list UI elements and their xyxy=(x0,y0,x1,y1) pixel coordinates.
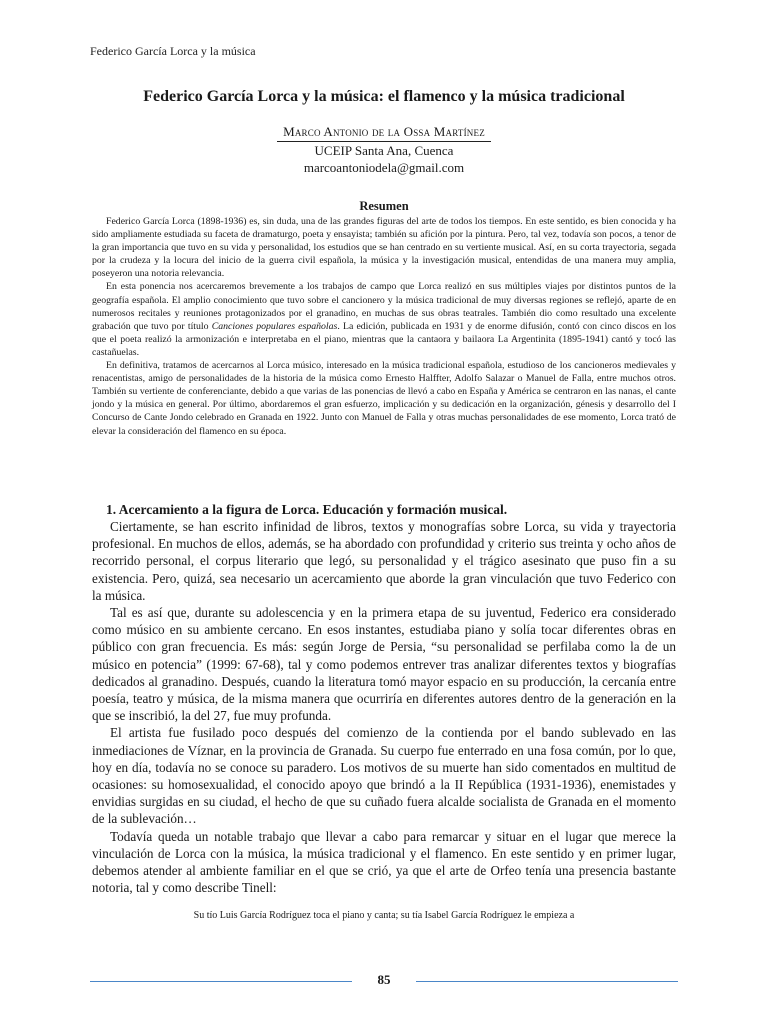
author-affiliation: UCEIP Santa Ana, Cuenca xyxy=(314,143,454,158)
section-body xyxy=(92,518,676,896)
abstract-paragraph-1: Federico García Lorca (1898-1936) es, sin duda, una de las grandes figuras del arte de todos los tiempos. En este sentido, es bien conocida y ha sido ampliamente estudiada su faceta de dramaturgo, poeta y ensayista; también su afición por la pintura. Pero, tal vez, todavía son pocos, a tenor de la gran importancia que tuvo en su vida y personalidad, los estudios que se han centrado en su vertiente musical. Así, en su corta trayectoria, segada por la crudeza y la locura del inicio de la guerra civil española, la música y la investigación musical, entendidas de una manera muy amplia, poseyeron una notoria relevancia. xyxy=(92,216,676,280)
abstract-body xyxy=(92,215,676,438)
author-name: Marco Antonio de la Ossa Martínez xyxy=(277,124,491,142)
author-email: marcoantoniodela@gmail.com xyxy=(303,160,465,175)
footer-rule-right xyxy=(416,981,678,982)
abstract-heading: Resumen xyxy=(359,199,409,213)
body-paragraph-1: Ciertamente, se han escrito infinidad de libros, textos y monografías sobre Lorca, su vida y trayectoria profesional. En muchos de ellos, además, se ha abordado con profundidad y criterio sus treinta y ocho años de recorrido personal, el corpus literario que legó, su personalidad y el trágico asesinato que puso fin a su existencia. Pero, quizá, sea necesario un acercamiento que aborde la gran vinculación que tuvo Federico con la música. xyxy=(92,519,676,603)
quote-start: Su tío Luis García Rodríguez toca el piano y canta; su tía Isabel García Rodríguez le empieza a xyxy=(193,910,575,921)
body-paragraph-4: Todavía queda un notable trabajo que llevar a cabo para remarcar y situar en el lugar que merece la vinculación de Lorca con la música, la música tradicional y el flamenco. En este sentido y en primer lugar, debemos atender al ambiente familiar en el que se crió, ya que el arte de Orfeo tenía una presencia bastante notoria, tal y como describe Tinell: xyxy=(92,828,676,896)
body-paragraph-2: Tal es así que, durante su adolescencia y en la primera etapa de su juventud, Federico era considerado como músico en su ambiente cercano. En esos instantes, estudiaba piano y solía tocar diferentes obras en público con gran frecuencia. Es más: según Jorge de Persia, “su personalidad se perfilaba como la de un músico en potencia” (1999: 67-68), tal y como podemos entrever tras analizar diferentes textos y biografías dedicados al granadino. Después, cuando la literatura tomó mayor espacio en su producción, la cercanía entre poesía, teatro y música, de la misma manera que ocurriría en diferentes autores dentro de la generación en la que se inscribió, la del 27, fue muy profunda. xyxy=(92,605,676,724)
body-paragraph-3: El artista fue fusilado poco después del comienzo de la contienda por el bando sublevado en las inmediaciones de Víznar, en la provincia de Granada. Su cuerpo fue enterrado en una fosa común, por lo que, hoy en día, todavía no se conoce su paradero. Los motivos de su muerte han sido comentados en multitud de ocasiones: su homosexualidad, el conocido apoyo que brindó a la II República (1931-1936), enemistades y envidias surgidas en su ciudad, el hecho de que su cuñado fuera alcalde socialista de Granada en el momento de la sublevación… xyxy=(92,725,676,827)
article-title: Federico García Lorca y la música: el flamenco y la música tradicional xyxy=(143,88,625,105)
running-header: Federico García Lorca y la música xyxy=(90,44,256,58)
recording-title: Canciones populares españolas xyxy=(211,320,338,332)
abstract-paragraph-3: En definitiva, tratamos de acercarnos al Lorca músico, interesado en la música tradicional española, estudioso de los cancioneros medievales y renacentistas, amigo de personalidades de la historia de la música como Ernesto Halffter, Adolfo Salazar o Manuel de Falla, entre muchos otros. También su vertiente de conferenciante, debido a que varias de las ponencias de llevó a cabo en España y América se centraron en las nanas, el cante jondo y la música en general. Por último, abordaremos el gran esfuerzo, implicación y su dedicación en la organización, génesis y desarrollo del I Concurso de Cante Jondo celebrado en Granada en 1922. Junto con Manuel de Falla y otras muchas personalidades de ese momento, Lorca trató de elevar la consideración del flamenco en su época. xyxy=(92,360,676,437)
abstract-p2-text-before: En esta ponencia nos acercaremos brevemente a los trabajos de campo que Lorca realizó en sus múltiples viajes por distintos puntos de la geografía española. El amplio conocimiento que tuvo sobre el cancionero y la música tradicional de muy diversas regiones se reflejó, aparte de en numerosos recitales y reuniones protagonizados por el granadino, en muchas de sus obras teatrales. También dio como resultado una excelente grabación que tuvo por título xyxy=(92,281,676,332)
section-heading: 1. Acercamiento a la figura de Lorca. Educación y formación musical. xyxy=(106,502,508,517)
abstract-paragraph-2 xyxy=(92,280,676,359)
author-block xyxy=(0,123,768,176)
abstract-p2-text-after: . La edición, publicada en 1931 y de enorme difusión, contó con cinco discos en los que el poeta realizó la armonización e interpretaba en el piano, mientras que la cantaora y bailaora La Argentinita (1895-1941) cantó y tocó las castañuelas. xyxy=(92,320,676,358)
page-number: 85 xyxy=(377,972,391,987)
